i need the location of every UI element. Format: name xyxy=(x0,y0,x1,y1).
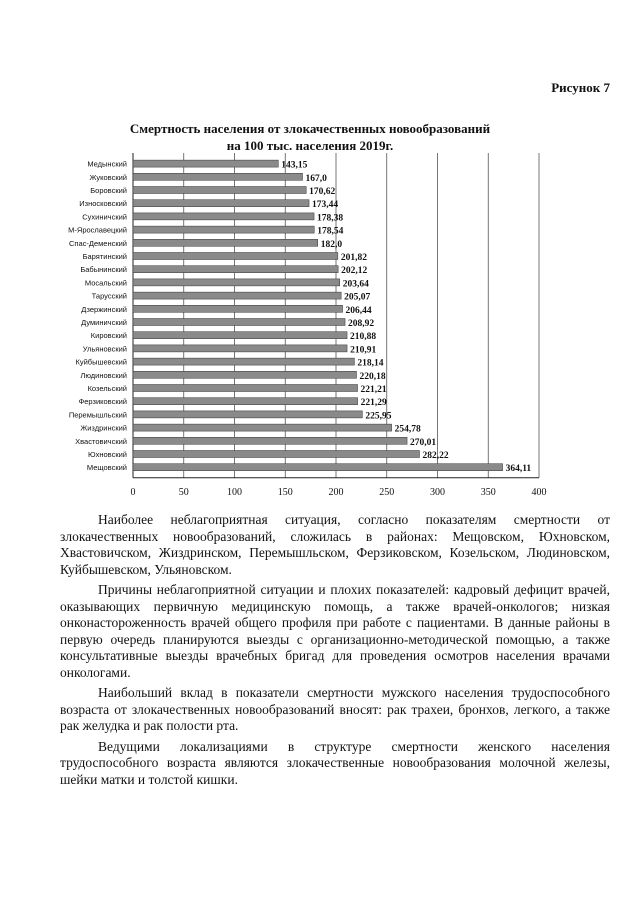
bar xyxy=(133,279,340,286)
bar xyxy=(133,173,303,180)
category-label: Сухиничский xyxy=(82,212,127,222)
category-label: Бабынинский xyxy=(80,265,127,275)
value-label: 170,62 xyxy=(309,187,336,197)
figure-label: Рисунок 7 xyxy=(551,80,610,95)
value-label: 210,88 xyxy=(350,332,377,343)
category-label: Ферзиковский xyxy=(78,397,127,407)
bar xyxy=(133,305,343,312)
category-label: Спас-Деменский xyxy=(68,238,127,248)
bar xyxy=(133,371,356,378)
chart-title-line2: на 100 тыс. населения 2019г. xyxy=(226,138,394,153)
value-label: 282,22 xyxy=(422,451,449,461)
value-label: 202,12 xyxy=(341,266,368,277)
bar xyxy=(133,398,358,405)
category-label: Жуковский xyxy=(89,172,127,182)
bar xyxy=(133,451,419,458)
category-label: Медынский xyxy=(87,159,127,169)
bar xyxy=(133,226,314,233)
value-label: 203,64 xyxy=(342,279,369,290)
category-label: Мосальский xyxy=(84,278,127,288)
bar xyxy=(133,319,345,326)
bar xyxy=(133,437,407,444)
bar xyxy=(133,200,309,207)
category-label: Юхновский xyxy=(88,450,127,459)
paragraph-3: Наибольший вклад в показатели смертности мужского населения трудоспособного возраста от злокачественных новообразований вносят: рак трахеи, бронхов, легкого, а также рак желудка и рак полости рта. xyxy=(60,685,610,733)
category-label: Боровский xyxy=(90,186,127,195)
x-tick-label: 150 xyxy=(277,486,293,495)
value-label: 210,91 xyxy=(350,345,377,356)
category-label: Жиздринский xyxy=(80,423,127,433)
bar xyxy=(133,266,338,273)
bar xyxy=(133,292,341,299)
bar-chart xyxy=(0,150,640,495)
x-tick-label: 300 xyxy=(430,486,445,495)
value-label: 143,15 xyxy=(281,160,308,171)
category-label: Кировский xyxy=(90,331,127,341)
category-label: Ульяновский xyxy=(82,344,127,354)
bar xyxy=(133,187,306,194)
category-label: Мещовский xyxy=(86,463,127,473)
body-text xyxy=(60,512,610,792)
x-tick-label: 100 xyxy=(227,486,242,495)
bar xyxy=(133,253,338,260)
x-tick-label: 50 xyxy=(178,486,189,495)
paragraph-2: Причины неблагоприятной ситуации и плохих показателей: кадровый дефицит врачей, оказывающих первичную медицинскую помощь, а также врачей-онкологов; низкая онконастороженность врачей общего профиля при работе с пациентами. В данные районы в первую очередь планируются выезды с организационно-методической помощью, а также консультативные выезды врачебных бригад для проведения осмотров населения врачами онкологами. xyxy=(60,582,610,680)
bar xyxy=(133,424,392,431)
x-tick-label: 0 xyxy=(130,486,136,495)
x-tick-label: 400 xyxy=(531,486,547,495)
value-label: 201,82 xyxy=(340,253,367,263)
value-label: 205,07 xyxy=(344,292,371,303)
bar xyxy=(133,160,278,167)
value-label: 225,95 xyxy=(365,411,392,422)
category-label: Барятинский xyxy=(82,252,127,261)
paragraph-4: Ведущими локализациями в структуре смертности женского населения трудоспособного возраста являются злокачественные новообразования молочной железы, шейки матки и толстой кишки. xyxy=(60,738,610,787)
value-label: 254,78 xyxy=(394,424,421,435)
category-label: Куйбышевский xyxy=(75,357,127,367)
x-tick-label: 350 xyxy=(480,486,496,495)
category-label: Думиничский xyxy=(81,318,127,327)
value-label: 220,18 xyxy=(359,371,386,382)
bar xyxy=(133,332,347,339)
value-label: 178,38 xyxy=(317,213,344,224)
value-label: 173,44 xyxy=(312,200,339,211)
value-label: 208,92 xyxy=(348,319,375,329)
chart-title xyxy=(90,120,530,154)
paragraph-1: Наиболее неблагоприятная ситуация, согласно показателям смертности от злокачественных новообразований, сложилась в районах: Мещовском, Юхновском, Хвастовичском, Жиздринском, Перемышльском, Ферзиковском, Козельском, Людиновском, Куйбышевском, Ульяновском. xyxy=(60,512,610,577)
chart-title-line1: Смертность населения от злокачественных новообразований xyxy=(129,121,491,136)
value-label: 221,29 xyxy=(360,398,387,409)
category-label: Хвастовичский xyxy=(75,436,127,446)
x-tick-label: 200 xyxy=(328,486,344,495)
category-label: М-Ярославецкий xyxy=(68,225,127,235)
bar xyxy=(133,358,354,365)
value-label: 364,11 xyxy=(505,464,532,475)
bar xyxy=(133,411,362,418)
bar xyxy=(133,385,358,392)
bar xyxy=(133,239,318,246)
value-label: 270,01 xyxy=(410,437,437,448)
value-label: 167,0 xyxy=(305,173,327,184)
bar xyxy=(133,213,314,220)
x-tick-label: 250 xyxy=(379,486,395,495)
bar xyxy=(133,464,503,471)
category-label: Тарусский xyxy=(91,291,127,301)
value-label: 221,21 xyxy=(360,385,387,395)
value-label: 182,0 xyxy=(320,239,343,250)
value-label: 178,54 xyxy=(317,226,344,237)
category-label: Людиновский xyxy=(80,370,127,380)
category-label: Износковский xyxy=(79,199,127,209)
value-label: 206,44 xyxy=(345,305,372,316)
category-label: Козельский xyxy=(87,384,127,393)
bar xyxy=(133,345,347,352)
value-label: 218,14 xyxy=(357,358,384,369)
category-label: Перемышльский xyxy=(68,410,127,420)
category-label: Дзержинский xyxy=(81,304,127,314)
